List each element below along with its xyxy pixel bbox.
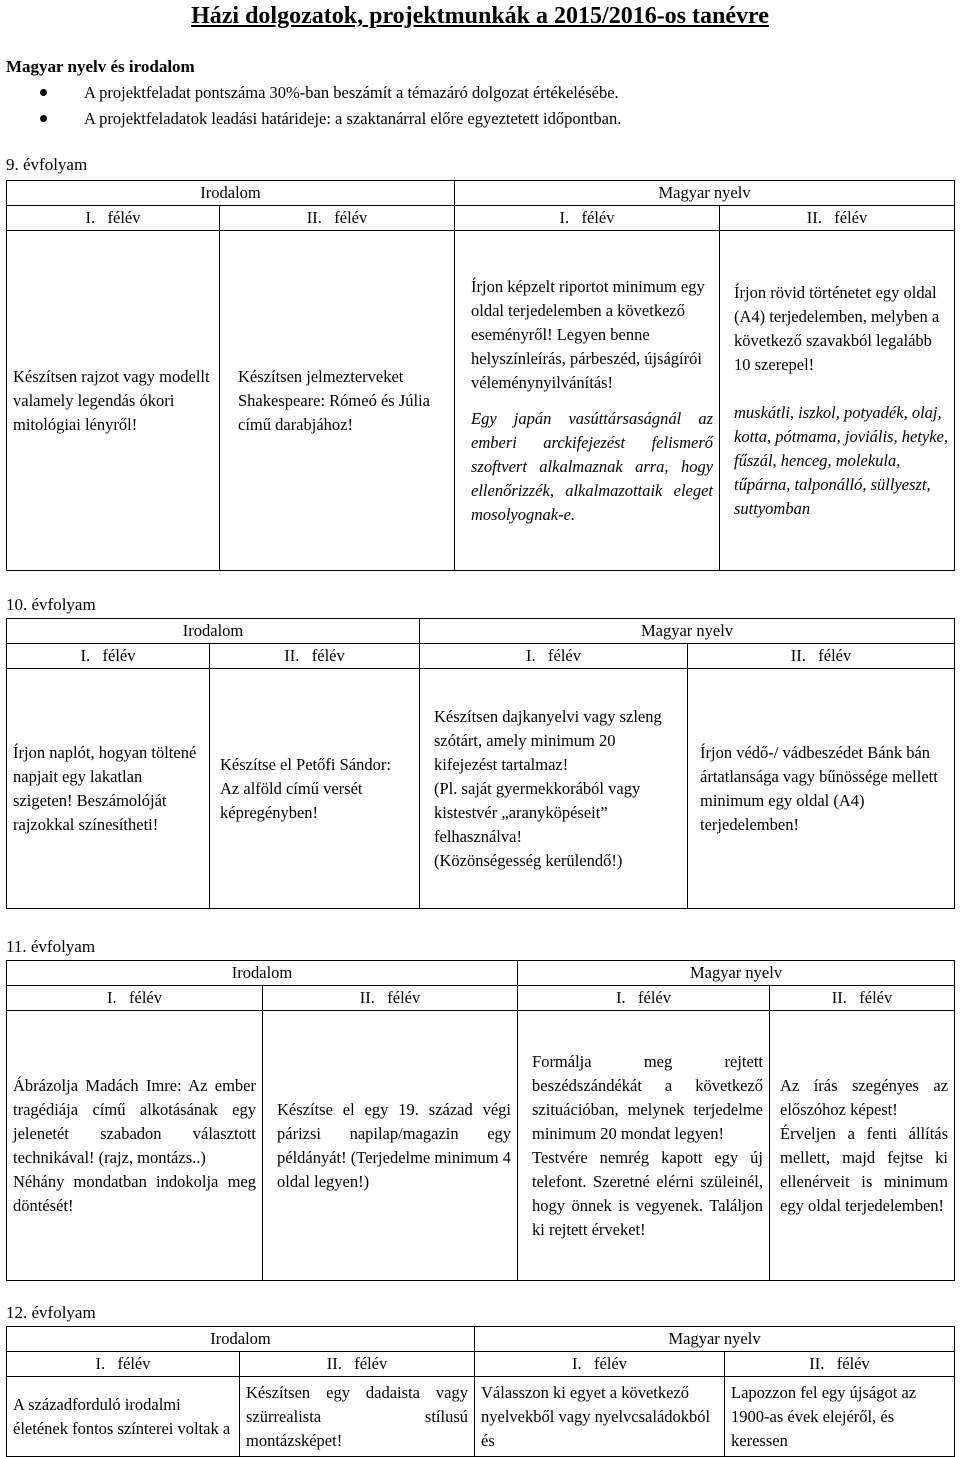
task-cell — [518, 1011, 770, 1281]
task-text: Egy japán vasúttársaságnál az emberi arckifejezést felismerő szoftvert alkalmaznak arra, hogy ellenőrizzék, alkalmazottaik eleget mosolyognak-e. — [471, 408, 714, 524]
task-text: Írjon naplót, hogyan töltené napjait egy lakatlan szigeten! Beszámolóját rajzokkal színesítheti! — [13, 742, 197, 834]
notes-list — [40, 80, 621, 132]
task-text: Készítsen egy dadaista vagy szürrealista stílusú montázsképet! — [246, 1382, 469, 1450]
task-cell — [263, 1011, 518, 1281]
task-cell — [725, 1377, 955, 1457]
note-item: A projektfeladatok leadási határideje: a szaktanárral előre egyeztetett időpontban. — [40, 106, 621, 132]
task-text: Ábrázolja Madách Imre: Az ember tragédiája című alkotásának egy jelenetét szabadon választott technikával! (rajz, montázs..) — [13, 1075, 256, 1167]
header-literature: Irodalom — [7, 181, 455, 206]
header-semester-2: II. félév — [720, 206, 955, 231]
task-text: Készítsen rajzot vagy modellt valamely legendás ókori mitológiai lényről! — [13, 366, 210, 434]
grade-table — [6, 960, 955, 1281]
header-semester-2: II. félév — [210, 644, 420, 669]
header-semester-1: I. félév — [7, 206, 220, 231]
task-cell — [688, 669, 955, 909]
document-title: Házi dolgozatok, projektmunkák a 2015/2016-os tanévre — [191, 3, 769, 29]
task-cell — [7, 669, 210, 909]
task-text: Írjon képzelt riportot minimum egy oldal terjedelemben a következő eseményről! Legyen benne helyszínleírás, párbeszéd, újságírói véleménynyilvánítás! — [471, 276, 705, 392]
header-language: Magyar nyelv — [475, 1327, 955, 1352]
task-text: Lapozzon fel egy újságot az 1900-as évek elejéről, és keressen — [731, 1382, 917, 1450]
header-language: Magyar nyelv — [518, 961, 955, 986]
header-semester-2: II. félév — [220, 206, 455, 231]
task-text: Formálja meg rejtett beszédszándékát a következő szituációban, melynek terjedelme minimum 20 mondat legyen! — [532, 1051, 764, 1143]
task-text: Válasszon ki egyet a következő nyelvekből vagy nyelvcsaládokból és — [481, 1382, 711, 1450]
task-text: A századforduló irodalmi életének fontos színterei voltak a — [13, 1394, 231, 1438]
header-literature: Irodalom — [7, 619, 420, 644]
task-text: Érveljen a fenti állítás mellett, majd fejtse ki ellenérveit is minimum egy oldal terjedelemben! — [780, 1123, 949, 1215]
header-semester-1: I. félév — [455, 206, 720, 231]
task-cell — [7, 231, 220, 571]
header-semester-2: II. félév — [725, 1352, 955, 1377]
task-cell — [240, 1377, 475, 1457]
task-cell — [7, 1377, 240, 1457]
header-semester-1: I. félév — [7, 986, 263, 1011]
subject-title: Magyar nyelv és irodalom — [6, 57, 195, 76]
grade-table — [6, 180, 955, 571]
task-text: Készítse el Petőfi Sándor: Az alföld című versét képregényben! — [220, 754, 391, 822]
task-cell — [770, 1011, 955, 1281]
task-cell — [720, 231, 955, 571]
grade-label: 10. évfolyam — [6, 595, 96, 614]
task-text: Írjon védő-/ vádbeszédet Bánk bán ártatlansága vagy bűnössége mellett minimum egy oldal (A4) terjedelemben! — [700, 742, 938, 834]
task-text: Néhány mondatban indokolja meg döntését! — [13, 1171, 256, 1215]
header-semester-2: II. félév — [688, 644, 955, 669]
grade-label: 12. évfolyam — [6, 1303, 96, 1322]
task-text: Testvére nemrég kapott egy új telefont. Szeretné elérni szüleinél, hogy önnek is vegyenek. Találjon ki rejtett érveket! — [532, 1147, 764, 1239]
task-text: (Pl. saját gyermekkorából vagy kistestvér „aranyköpéseit” felhasználva! — [434, 778, 641, 846]
header-semester-1: I. félév — [518, 986, 770, 1011]
grade-label: 9. évfolyam — [6, 155, 88, 174]
task-cell — [220, 231, 455, 571]
task-text: Az írás szegényes az előszóhoz képest! — [780, 1075, 949, 1119]
note-item: A projektfeladat pontszáma 30%-ban beszámít a témazáró dolgozat értékelésébe. — [40, 80, 621, 106]
task-text: Készítsen dajkanyelvi vagy szleng szótárt, amely minimum 20 kifejezést tartalmaz! — [434, 706, 662, 774]
header-semester-2: II. félév — [240, 1352, 475, 1377]
header-semester-2: II. félév — [263, 986, 518, 1011]
task-cell — [210, 669, 420, 909]
header-semester-1: I. félév — [475, 1352, 725, 1377]
header-semester-1: I. félév — [7, 644, 210, 669]
header-language: Magyar nyelv — [455, 181, 955, 206]
grade-label: 11. évfolyam — [6, 937, 96, 956]
grade-table — [6, 618, 955, 909]
task-text: muskátli, iszkol, potyadék, olaj, kotta, pótmama, joviális, hetyke, fűszál, henceg, molekula, tűpárna, talponálló, süllyeszt, suttyomban — [734, 402, 949, 518]
header-semester-2: II. félév — [770, 986, 955, 1011]
header-language: Magyar nyelv — [420, 619, 955, 644]
header-literature: Irodalom — [7, 961, 518, 986]
task-cell — [455, 231, 720, 571]
header-semester-1: I. félév — [7, 1352, 240, 1377]
header-semester-1: I. félév — [420, 644, 688, 669]
task-text: Készítsen jelmezterveket Shakespeare: Rómeó és Júlia című darabjához! — [238, 366, 430, 434]
task-text: Írjon rövid történetet egy oldal (A4) terjedelemben, melyben a következő szavakból legalább 10 szerepel! — [734, 282, 940, 374]
task-cell — [475, 1377, 725, 1457]
header-literature: Irodalom — [7, 1327, 475, 1352]
task-cell — [420, 669, 688, 909]
task-cell — [7, 1011, 263, 1281]
task-text: (Közönségesség kerülendő!) — [434, 850, 623, 870]
task-text: Készítse el egy 19. század végi párizsi napilap/magazin egy példányát! (Terjedelme minimum 4 oldal legyen!) — [277, 1099, 512, 1191]
grade-table — [6, 1326, 955, 1457]
